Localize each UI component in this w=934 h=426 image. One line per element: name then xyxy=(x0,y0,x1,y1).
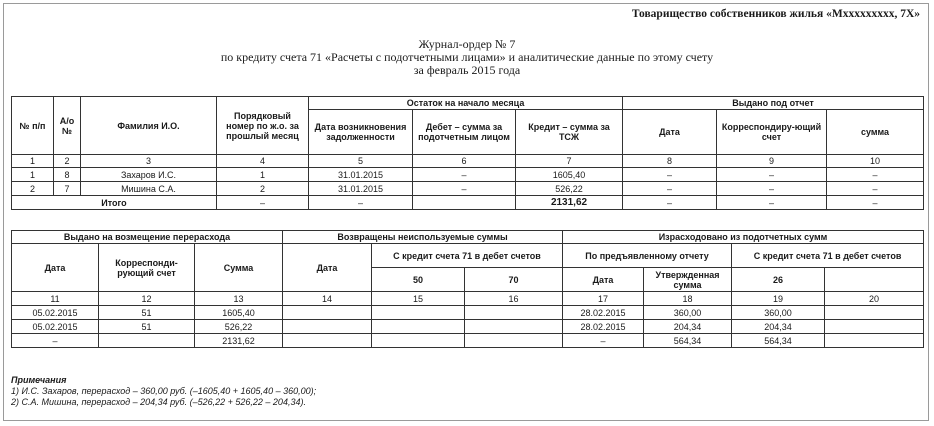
table-cell xyxy=(825,334,924,348)
column-number: 9 xyxy=(717,155,827,168)
table-cell: – xyxy=(413,168,516,182)
column-number: 20 xyxy=(825,292,924,306)
table-cell xyxy=(99,334,195,348)
table-cell xyxy=(283,306,372,320)
table-cell: – xyxy=(623,168,717,182)
table-cell: 7 xyxy=(54,182,81,196)
column-number: 11 xyxy=(12,292,99,306)
table-row xyxy=(12,306,924,320)
table-cell: – xyxy=(563,334,644,348)
column-number-row xyxy=(12,292,924,306)
total-label: Итого xyxy=(12,196,217,210)
note-1: 1) И.С. Захаров, перерасход – 360,00 руб. (–1605,40 + 1605,40 – 360,00); xyxy=(11,386,317,396)
table-cell xyxy=(825,306,924,320)
column-number: 7 xyxy=(516,155,623,168)
table-cell: 2 xyxy=(12,182,54,196)
table-row xyxy=(12,182,924,196)
table-cell xyxy=(825,320,924,334)
notes-title: Примечания xyxy=(11,375,67,385)
table-cell: 526,22 xyxy=(516,182,623,196)
table-cell: 564,34 xyxy=(732,334,825,348)
journal-subtitle: по кредиту счета 71 «Расчеты с подотчетными лицами» и аналитические данные по этому счету xyxy=(220,50,714,64)
table-cell: 8 xyxy=(54,168,81,182)
column-number: 16 xyxy=(465,292,563,306)
header-approved: Утвержденная сумма xyxy=(644,268,732,292)
table-cell: 28.02.2015 xyxy=(563,306,644,320)
journal-table-bottom xyxy=(11,230,924,348)
table-cell: – xyxy=(827,196,924,210)
header-balance: Остаток на начало месяца xyxy=(309,97,623,110)
header-spent: Израсходовано из подотчетных сумм xyxy=(563,231,924,244)
header-sum: сумма xyxy=(827,110,924,155)
table-cell xyxy=(283,320,372,334)
table-cell: 05.02.2015 xyxy=(12,320,99,334)
header-ao: А/о № xyxy=(54,97,81,155)
table-cell: 2131,62 xyxy=(195,334,283,348)
table-cell: – xyxy=(12,334,99,348)
header-credit71: С кредит счета 71 в дебет счетов xyxy=(732,244,924,268)
table-cell: – xyxy=(217,196,309,210)
table-cell: – xyxy=(413,182,516,196)
table-cell: 360,00 xyxy=(732,306,825,320)
column-number: 1 xyxy=(12,155,54,168)
column-number: 19 xyxy=(732,292,825,306)
notes xyxy=(11,375,316,408)
table-cell xyxy=(372,320,465,334)
table-cell xyxy=(413,196,516,210)
journal-period: за февраль 2015 года xyxy=(413,63,521,77)
total-row xyxy=(12,334,924,348)
table-cell: 1 xyxy=(217,168,309,182)
table-cell: 51 xyxy=(99,306,195,320)
header-date: Дата xyxy=(563,268,644,292)
table-cell xyxy=(372,334,465,348)
column-number: 2 xyxy=(54,155,81,168)
header-account: 26 xyxy=(732,268,825,292)
table-cell: 526,22 xyxy=(195,320,283,334)
table-cell: Захаров И.С. xyxy=(81,168,217,182)
header-corr: Корреспондиру-ющий счет xyxy=(717,110,827,155)
column-number: 10 xyxy=(827,155,924,168)
column-number: 8 xyxy=(623,155,717,168)
header-corr: Корреспонди-рующий счет xyxy=(99,244,195,292)
table-cell xyxy=(465,320,563,334)
total-credit: 2131,62 xyxy=(516,196,623,210)
header-date: Дата xyxy=(623,110,717,155)
column-number: 6 xyxy=(413,155,516,168)
table-cell: 51 xyxy=(99,320,195,334)
header-credit71: С кредит счета 71 в дебет счетов xyxy=(372,244,563,268)
header-date: Дата xyxy=(12,244,99,292)
table-cell: 31.01.2015 xyxy=(309,168,413,182)
table-cell: 204,34 xyxy=(644,320,732,334)
header-report: По предъявленному отчету xyxy=(563,244,732,268)
table-cell: 1605,40 xyxy=(195,306,283,320)
header-fio: Фамилия И.О. xyxy=(81,97,217,155)
table-cell xyxy=(372,306,465,320)
table-cell: – xyxy=(827,168,924,182)
journal-table-top xyxy=(11,96,924,210)
table-row xyxy=(12,320,924,334)
total-row xyxy=(12,196,924,210)
header-account: 50 xyxy=(372,268,465,292)
header-sum: Сумма xyxy=(195,244,283,292)
table-cell xyxy=(283,334,372,348)
journal-title: Журнал-ордер № 7 xyxy=(418,37,516,51)
table-cell: – xyxy=(827,182,924,196)
table-cell: 2 xyxy=(217,182,309,196)
note-2: 2) С.А. Мишина, перерасход – 204,34 руб. (–526,22 + 526,22 – 204,34). xyxy=(11,397,306,407)
column-number-row xyxy=(12,155,924,168)
column-number: 15 xyxy=(372,292,465,306)
table-cell xyxy=(465,306,563,320)
header-issued: Выдано под отчет xyxy=(623,97,924,110)
header-credit: Кредит – сумма за ТСЖ xyxy=(516,110,623,155)
table-cell: Мишина С.А. xyxy=(81,182,217,196)
column-number: 14 xyxy=(283,292,372,306)
table-cell xyxy=(825,268,924,292)
table-cell: 05.02.2015 xyxy=(12,306,99,320)
header-debit: Дебет – сумма за подотчетным лицом xyxy=(413,110,516,155)
column-number: 3 xyxy=(81,155,217,168)
column-number: 13 xyxy=(195,292,283,306)
table-cell: 360,00 xyxy=(644,306,732,320)
table-cell: 1605,40 xyxy=(516,168,623,182)
organization-name: Товарищество собственников жилья «Мххххххххх, 7Х» xyxy=(631,8,920,20)
table-cell: 1 xyxy=(12,168,54,182)
table-cell: 204,34 xyxy=(732,320,825,334)
table-cell: – xyxy=(717,196,827,210)
header-returned: Возвращены неиспользуемые суммы xyxy=(283,231,563,244)
column-number: 5 xyxy=(309,155,413,168)
table-row xyxy=(12,168,924,182)
table-cell: – xyxy=(717,168,827,182)
table-cell: 28.02.2015 xyxy=(563,320,644,334)
table-cell: 31.01.2015 xyxy=(309,182,413,196)
header-debt-date: Дата возникновения задолженности xyxy=(309,110,413,155)
table-cell: – xyxy=(623,182,717,196)
table-cell xyxy=(465,334,563,348)
table-cell: – xyxy=(717,182,827,196)
header-date: Дата xyxy=(283,244,372,292)
header-account: 70 xyxy=(465,268,563,292)
column-number: 17 xyxy=(563,292,644,306)
header-reimb: Выдано на возмещение перерасхода xyxy=(12,231,283,244)
column-number: 18 xyxy=(644,292,732,306)
column-number: 12 xyxy=(99,292,195,306)
table-cell: – xyxy=(309,196,413,210)
table-cell: – xyxy=(623,196,717,210)
header-num: № п/п xyxy=(12,97,54,155)
header-order: Порядковый номер по ж.о. за прошлый месяц xyxy=(217,97,309,155)
column-number: 4 xyxy=(217,155,309,168)
table-cell: 564,34 xyxy=(644,334,732,348)
